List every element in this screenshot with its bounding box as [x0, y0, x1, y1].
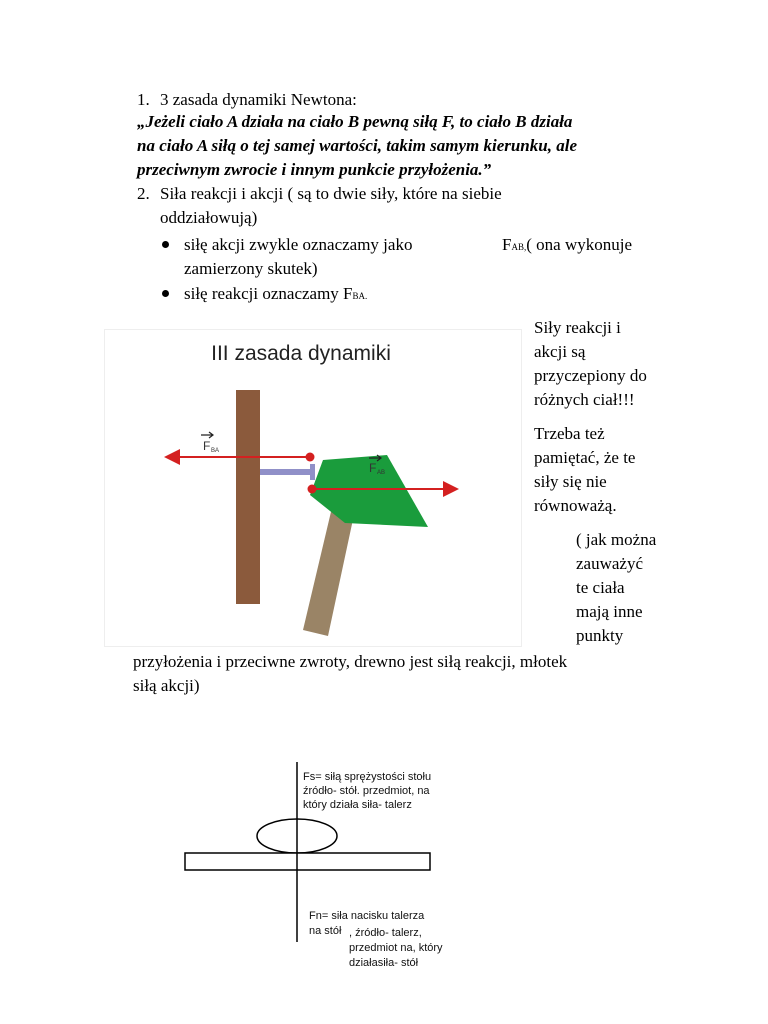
nail-head: [310, 464, 315, 480]
quote-line-1: „Jeżeli ciało A działa na ciało B pewną siłą F, to ciało B działa: [137, 112, 573, 131]
svg-text:, źródło- talerz,: , źródło- talerz,: [349, 927, 422, 939]
figure-table-plate-svg: [104, 718, 544, 1018]
figure-table-plate: [104, 718, 544, 1018]
item-1-text: 3 zasada dynamiki Newtona:: [160, 90, 357, 109]
quote-line-2: na ciało A siłą o tej samej wartości, takim samym kierunku, ale: [137, 136, 577, 155]
svg-text:Fn= siła nacisku talerza: Fn= siła nacisku talerza: [309, 910, 425, 922]
side-note-2: Trzeba też pamiętać, że te siły się nie równoważą.: [534, 424, 636, 515]
figure-title: III zasada dynamiki: [211, 342, 391, 365]
nail: [260, 469, 312, 475]
svg-text:na stół: na stół: [309, 925, 342, 937]
continuation-line-1: przyłożenia i przeciwne zwroty, drewno jest siłą reakcji, młotek: [133, 652, 568, 671]
continuation-line-2: siłą akcji): [133, 676, 200, 695]
bullet-1-text: siłę akcji zwykle oznaczamy jako: [184, 235, 413, 254]
side-note-1: Siły reakcji i akcji są przyczepiony do różnych ciał!!!: [534, 318, 647, 409]
svg-text:F: F: [203, 439, 211, 453]
force-ba-label: [201, 432, 219, 454]
item-2-number: 2.: [137, 184, 150, 203]
force-ab-point: [308, 485, 317, 494]
svg-text:działasiła- stół: działasiła- stół: [349, 957, 419, 969]
bullet-1-text-line-2: zamierzony skutek): [184, 259, 318, 278]
svg-text:AB: AB: [377, 470, 386, 476]
bullet-1-symbol: FAB,( ona wykonuje: [502, 235, 632, 254]
figure-third-law-svg: [105, 330, 523, 648]
svg-text:Fs= siłą sprężystości stołu: Fs= siłą sprężystości stołu: [303, 771, 432, 783]
item-1-number: 1.: [137, 90, 150, 109]
bullet-dot: [162, 290, 169, 297]
svg-text:który działa siła- talerz: który działa siła- talerz: [303, 799, 412, 811]
bullet-2-text: siłę reakcji oznaczamy FBA.: [184, 284, 368, 303]
bullet-dot: [162, 241, 169, 248]
force-ba-point: [306, 453, 315, 462]
svg-text:przedmiot na, który: przedmiot na, który: [349, 942, 443, 954]
item-2-text-line-2: oddziałowują): [160, 208, 258, 227]
svg-text:F: F: [369, 461, 377, 475]
spring-force-label: [303, 771, 431, 811]
quote-line-3: przeciwnym zwrocie i innym punkcie przyłożenia.”: [137, 160, 492, 179]
svg-text:BA: BA: [211, 448, 220, 454]
item-2-text-line-1: Siła reakcji i akcji ( są to dwie siły, które na siebie: [160, 184, 502, 203]
figure-third-law: [104, 329, 522, 647]
wood-plank: [236, 390, 260, 604]
side-note-3: ( jak można zauważyć te ciała mają inne punkty: [576, 530, 657, 645]
svg-text:źródło- stół. przedmiot, na: źródło- stół. przedmiot, na: [303, 785, 430, 797]
pressure-force-label: [309, 910, 443, 969]
table-top: [185, 853, 430, 870]
